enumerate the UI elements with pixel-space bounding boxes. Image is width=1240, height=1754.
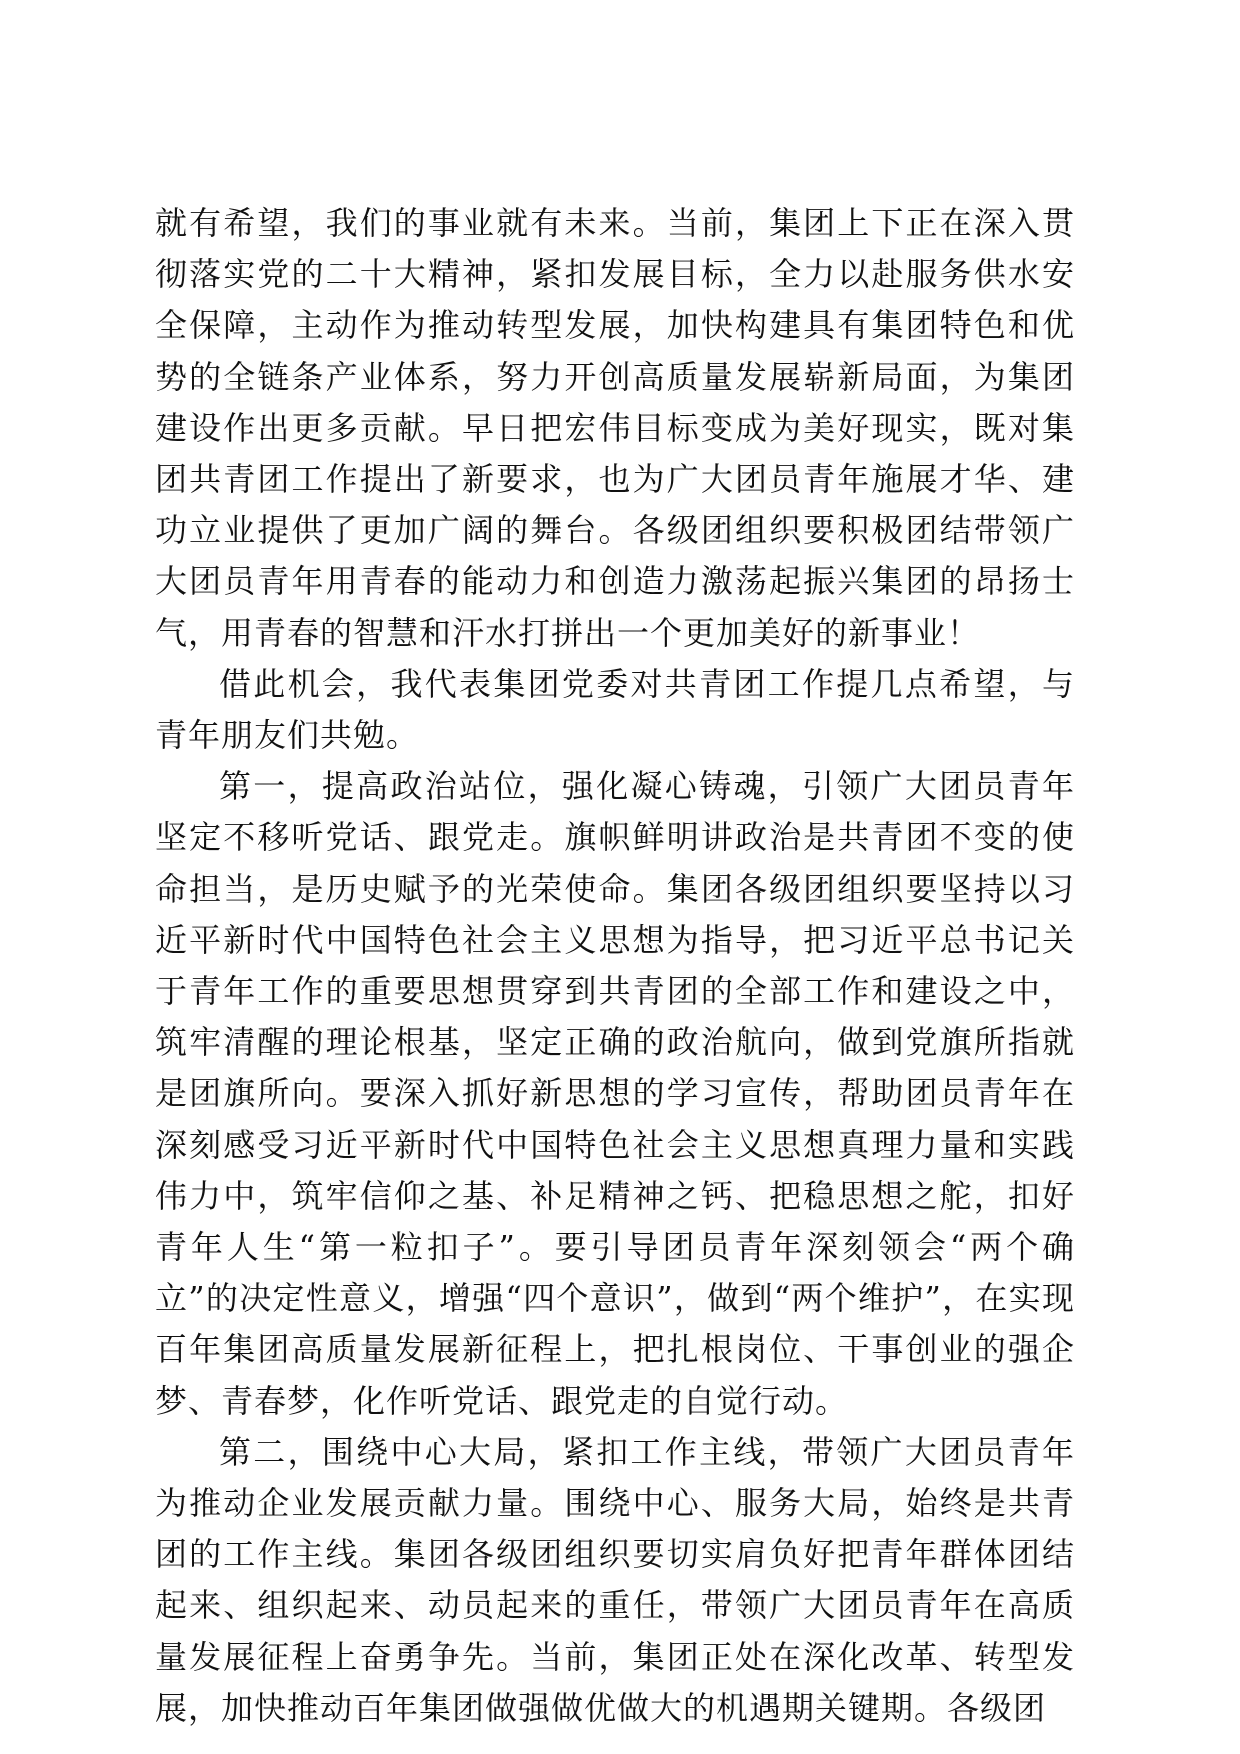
paragraph-continuation: 就有希望，我们的事业就有未来。当前，集团上下正在深入贯彻落实党的二十大精神，紧扣发展目标，全力以赴服务供水安全保障，主动作为推动转型发展，加快构建具有集团特色和优势的全链条产业体系，努力开创高质量发展崭新局面，为集团建设作出更多贡献。早日把宏伟目标变成为美好现实，既对集团共青团工作提出了新要求，也为广大团员青年施展才华、建功立业提供了更加广阔的舞台。各级团组织要积极团结带领广大团员青年用青春的能动力和创造力激荡起振兴集团的昂扬士气，用青春的智慧和汗水打拼出一个更加美好的新事业！ xyxy=(155,204,1075,652)
paragraph-first-point: 第一，提高政治站位，强化凝心铸魂，引领广大团员青年坚定不移听党话、跟党走。旗帜鲜明讲政治是共青团不变的使命担当，是历史赋予的光荣使命。集团各级团组织要坚持以习近平新时代中国特色社会主义思想为指导，把习近平总书记关于青年工作的重要思想贯穿到共青团的全部工作和建设之中，筑牢清醒的理论根基，坚定正确的政治航向，做到党旗所指就是团旗所向。要深入抓好新思想的学习宣传，帮助团员青年在深刻感受习近平新时代中国特色社会主义思想真理力量和实践伟力中，筑牢信仰之基、补足精神之钙、把稳思想之舵，扣好青年人生“第一粒扣子”。要引导团员青年深刻领会“两个确立”的决定性意义，增强“四个意识”，做到“两个维护”，在实现百年集团高质量发展新征程上，把扎根岗位、干事创业的强企梦、青春梦，化作听党话、跟党走的自觉行动。 xyxy=(155,767,1075,1420)
paragraph-opportunity: 借此机会，我代表集团党委对共青团工作提几点希望，与青年朋友们共勉。 xyxy=(155,664,1075,755)
document-body xyxy=(155,198,1075,1734)
paragraph-second-point: 第二，围绕中心大局，紧扣工作主线，带领广大团员青年为推动企业发展贡献力量。围绕中心、服务大局，始终是共青团的工作主线。集团各级团组织要切实肩负好把青年群体团结起来、组织起来、动员起来的重任，带领广大团员青年在高质量发展征程上奋勇争先。当前，集团正处在深化改革、转型发展，加快推动百年集团做强做优做大的机遇期关键期。各级团 xyxy=(155,1432,1075,1727)
